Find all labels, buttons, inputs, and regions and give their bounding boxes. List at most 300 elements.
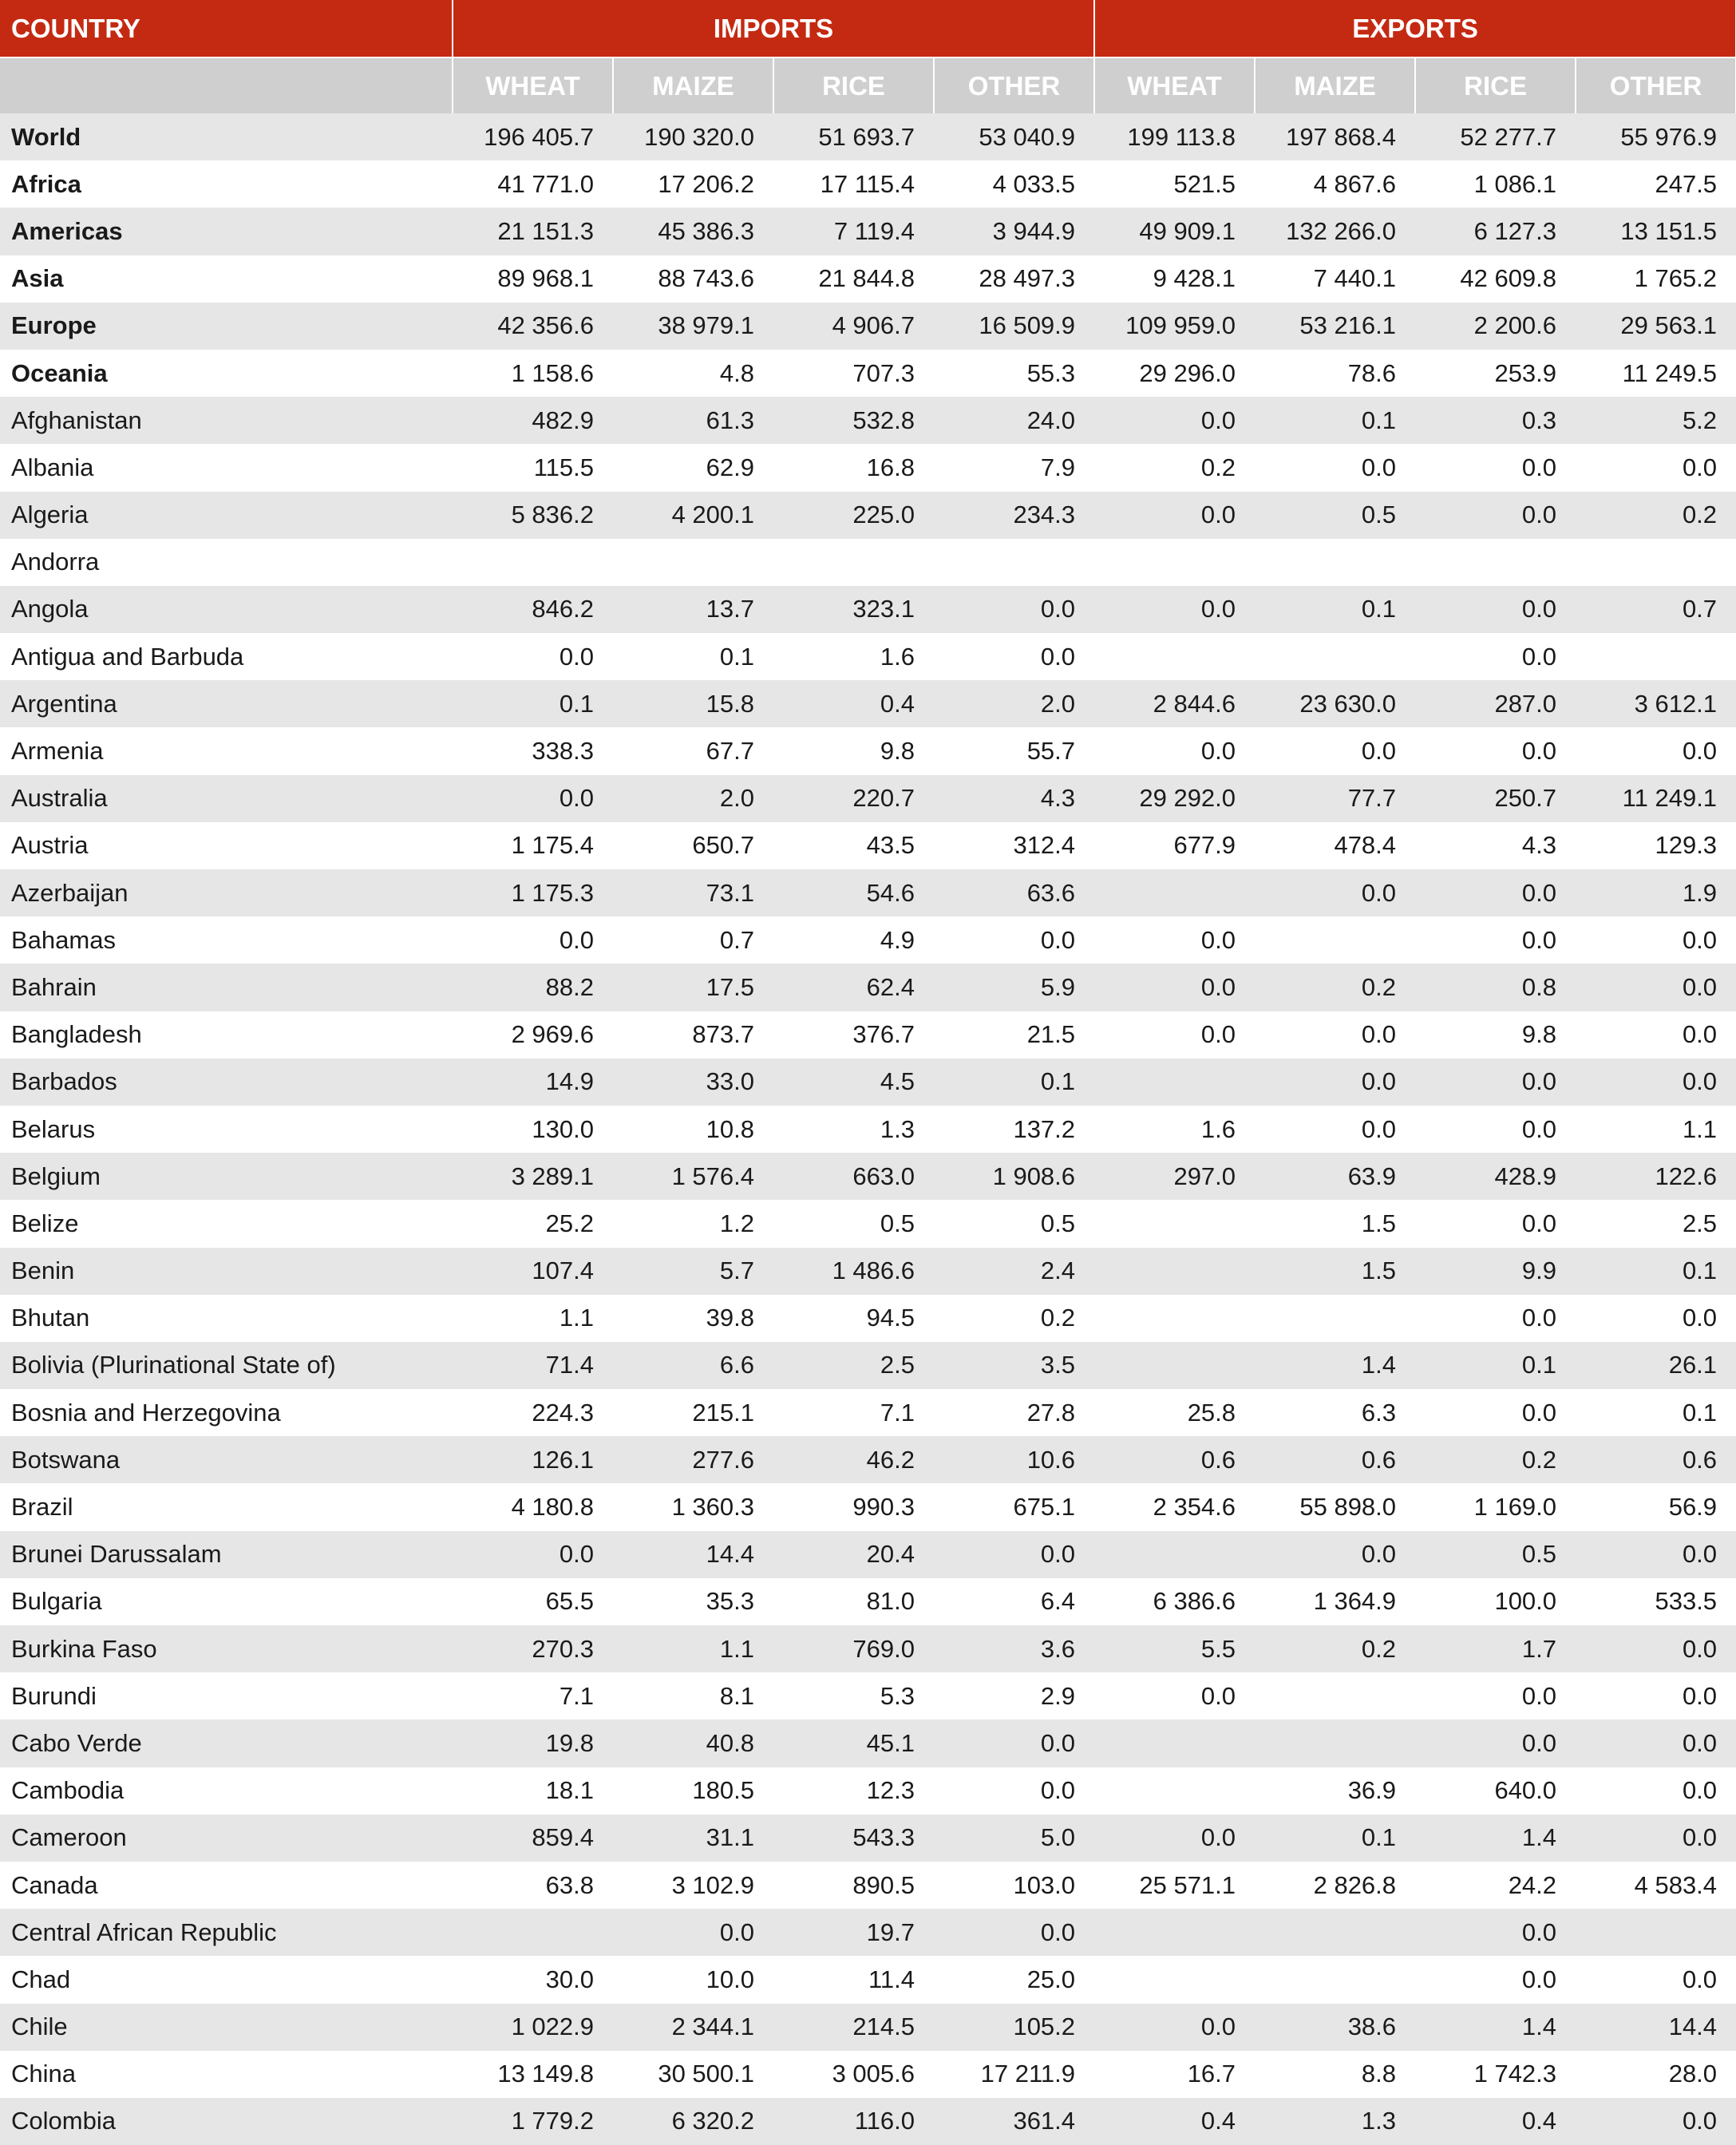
exports-maize-cell: 0.6 — [1255, 1436, 1415, 1483]
imports-other-cell: 28 497.3 — [934, 255, 1094, 303]
exports-other-cell: 247.5 — [1576, 160, 1736, 208]
imports-other-cell: 5.9 — [934, 964, 1094, 1011]
imports-group-header: IMPORTS — [453, 0, 1094, 57]
table-row — [0, 1153, 1736, 1200]
imports-rice-cell: 7.1 — [773, 1389, 934, 1436]
country-name-cell: Burundi — [0, 1672, 453, 1720]
imports-wheat-cell: 1 158.6 — [453, 350, 613, 397]
exports-maize-cell: 55 898.0 — [1255, 1483, 1415, 1530]
table-row — [0, 775, 1736, 822]
country-column-header: COUNTRY — [0, 0, 453, 57]
exports-wheat-cell: 0.0 — [1094, 397, 1255, 444]
exports-wheat-cell — [1094, 1248, 1255, 1295]
imports-rice-cell: 45.1 — [773, 1720, 934, 1767]
imports-wheat-cell: 126.1 — [453, 1436, 613, 1483]
imports-other-cell: 4.3 — [934, 775, 1094, 822]
country-name-cell: Bangladesh — [0, 1011, 453, 1059]
imports-maize-cell: 6.6 — [613, 1342, 773, 1389]
exports-other-cell: 0.1 — [1576, 1389, 1736, 1436]
imports-wheat-cell: 4 180.8 — [453, 1483, 613, 1530]
country-name-cell: Belgium — [0, 1153, 453, 1200]
exports-maize-cell: 1 364.9 — [1255, 1578, 1415, 1625]
exports-wheat-cell — [1094, 539, 1255, 586]
imports-rice-cell: 21 844.8 — [773, 255, 934, 303]
exports-maize-cell — [1255, 539, 1415, 586]
imports-maize-cell: 0.7 — [613, 916, 773, 964]
imports-wheat-header: WHEAT — [453, 57, 613, 113]
country-name-cell: China — [0, 2051, 453, 2098]
imports-rice-cell: 4 906.7 — [773, 303, 934, 350]
table-row — [0, 586, 1736, 633]
imports-other-header: OTHER — [934, 57, 1094, 113]
imports-rice-cell: 769.0 — [773, 1625, 934, 1672]
imports-rice-cell: 54.6 — [773, 869, 934, 916]
exports-wheat-cell: 199 113.8 — [1094, 113, 1255, 160]
imports-rice-cell: 0.5 — [773, 1200, 934, 1247]
exports-maize-cell: 0.0 — [1255, 1011, 1415, 1059]
imports-wheat-cell: 224.3 — [453, 1389, 613, 1436]
exports-maize-cell: 36.9 — [1255, 1767, 1415, 1815]
table-row — [0, 1862, 1736, 1909]
table-row — [0, 1295, 1736, 1342]
table-row — [0, 1909, 1736, 1956]
imports-maize-cell: 4.8 — [613, 350, 773, 397]
country-name-cell: Chad — [0, 1956, 453, 2003]
exports-other-cell: 533.5 — [1576, 1578, 1736, 1625]
imports-maize-cell: 10.8 — [613, 1106, 773, 1153]
exports-wheat-cell — [1094, 1956, 1255, 2003]
imports-other-cell: 17 211.9 — [934, 2051, 1094, 2098]
exports-other-cell: 0.0 — [1576, 1625, 1736, 1672]
imports-maize-cell: 215.1 — [613, 1389, 773, 1436]
exports-other-cell — [1576, 539, 1736, 586]
exports-rice-cell: 0.8 — [1415, 964, 1576, 1011]
exports-rice-cell: 0.0 — [1415, 633, 1576, 680]
country-name-cell: Americas — [0, 208, 453, 255]
imports-maize-cell: 33.0 — [613, 1059, 773, 1106]
imports-rice-cell: 16.8 — [773, 444, 934, 491]
imports-maize-cell: 67.7 — [613, 727, 773, 774]
imports-wheat-cell: 0.0 — [453, 916, 613, 964]
exports-maize-cell: 0.1 — [1255, 586, 1415, 633]
table-row — [0, 1956, 1736, 2003]
imports-rice-cell: 4.5 — [773, 1059, 934, 1106]
exports-wheat-cell: 0.0 — [1094, 492, 1255, 539]
imports-rice-cell: 9.8 — [773, 727, 934, 774]
country-name-cell: Bolivia (Plurinational State of) — [0, 1342, 453, 1389]
imports-maize-cell: 1 360.3 — [613, 1483, 773, 1530]
country-name-cell: Africa — [0, 160, 453, 208]
imports-wheat-cell: 18.1 — [453, 1767, 613, 1815]
imports-wheat-cell: 196 405.7 — [453, 113, 613, 160]
table-header — [0, 0, 1736, 113]
imports-wheat-cell: 13 149.8 — [453, 2051, 613, 2098]
exports-rice-cell: 250.7 — [1415, 775, 1576, 822]
exports-maize-cell: 78.6 — [1255, 350, 1415, 397]
exports-wheat-cell: 0.0 — [1094, 1011, 1255, 1059]
exports-wheat-cell — [1094, 1342, 1255, 1389]
exports-maize-cell: 53 216.1 — [1255, 303, 1415, 350]
exports-other-cell: 129.3 — [1576, 822, 1736, 869]
exports-wheat-cell: 6 386.6 — [1094, 1578, 1255, 1625]
exports-wheat-cell: 29 296.0 — [1094, 350, 1255, 397]
imports-other-cell: 137.2 — [934, 1106, 1094, 1153]
exports-wheat-cell: 0.0 — [1094, 1672, 1255, 1720]
imports-maize-cell: 873.7 — [613, 1011, 773, 1059]
imports-maize-cell: 277.6 — [613, 1436, 773, 1483]
table-row — [0, 964, 1736, 1011]
imports-maize-cell: 62.9 — [613, 444, 773, 491]
imports-rice-cell: 1 486.6 — [773, 1248, 934, 1295]
imports-other-cell: 234.3 — [934, 492, 1094, 539]
imports-wheat-cell — [453, 1909, 613, 1956]
exports-other-cell: 11 249.1 — [1576, 775, 1736, 822]
exports-maize-cell: 0.1 — [1255, 397, 1415, 444]
table-row — [0, 1767, 1736, 1815]
imports-other-cell: 2.0 — [934, 680, 1094, 727]
exports-wheat-cell: 521.5 — [1094, 160, 1255, 208]
imports-wheat-cell: 21 151.3 — [453, 208, 613, 255]
exports-other-cell: 0.0 — [1576, 444, 1736, 491]
imports-other-cell: 25.0 — [934, 1956, 1094, 2003]
table-row — [0, 1531, 1736, 1578]
imports-wheat-cell: 130.0 — [453, 1106, 613, 1153]
table-row — [0, 350, 1736, 397]
table-row — [0, 1436, 1736, 1483]
exports-maize-header: MAIZE — [1255, 57, 1415, 113]
exports-rice-cell: 0.0 — [1415, 727, 1576, 774]
imports-other-cell: 675.1 — [934, 1483, 1094, 1530]
table-body — [0, 113, 1736, 2145]
table-row — [0, 916, 1736, 964]
exports-other-cell: 0.0 — [1576, 964, 1736, 1011]
exports-maize-cell: 0.0 — [1255, 1059, 1415, 1106]
exports-wheat-cell: 297.0 — [1094, 1153, 1255, 1200]
exports-rice-cell: 253.9 — [1415, 350, 1576, 397]
imports-wheat-cell: 42 356.6 — [453, 303, 613, 350]
imports-maize-cell: 35.3 — [613, 1578, 773, 1625]
imports-other-cell: 105.2 — [934, 2004, 1094, 2051]
country-name-cell: Central African Republic — [0, 1909, 453, 1956]
header-row-groups — [0, 0, 1736, 57]
exports-group-header: EXPORTS — [1094, 0, 1736, 57]
exports-rice-cell: 0.0 — [1415, 1672, 1576, 1720]
exports-wheat-cell — [1094, 1720, 1255, 1767]
imports-maize-cell: 45 386.3 — [613, 208, 773, 255]
exports-other-cell: 0.7 — [1576, 586, 1736, 633]
imports-rice-cell: 1.6 — [773, 633, 934, 680]
imports-wheat-cell: 89 968.1 — [453, 255, 613, 303]
table-row — [0, 539, 1736, 586]
exports-wheat-cell: 25 571.1 — [1094, 1862, 1255, 1909]
table-row — [0, 1106, 1736, 1153]
imports-other-cell: 0.0 — [934, 633, 1094, 680]
exports-maize-cell: 0.5 — [1255, 492, 1415, 539]
exports-rice-cell: 6 127.3 — [1415, 208, 1576, 255]
country-name-cell: Antigua and Barbuda — [0, 633, 453, 680]
imports-rice-cell: 17 115.4 — [773, 160, 934, 208]
country-name-cell: Angola — [0, 586, 453, 633]
imports-wheat-cell: 0.0 — [453, 633, 613, 680]
exports-other-cell: 2.5 — [1576, 1200, 1736, 1247]
imports-other-cell: 0.1 — [934, 1059, 1094, 1106]
imports-other-cell: 0.0 — [934, 1909, 1094, 1956]
imports-rice-cell: 94.5 — [773, 1295, 934, 1342]
exports-maize-cell — [1255, 1720, 1415, 1767]
imports-other-cell: 0.0 — [934, 916, 1094, 964]
imports-wheat-cell: 1 175.3 — [453, 869, 613, 916]
table-row — [0, 303, 1736, 350]
imports-maize-header: MAIZE — [613, 57, 773, 113]
imports-other-cell: 5.0 — [934, 1815, 1094, 1862]
country-name-cell: Botswana — [0, 1436, 453, 1483]
imports-other-cell: 312.4 — [934, 822, 1094, 869]
exports-wheat-cell: 0.0 — [1094, 916, 1255, 964]
country-subheader-blank — [0, 57, 453, 113]
country-name-cell: Bahamas — [0, 916, 453, 964]
imports-wheat-cell: 338.3 — [453, 727, 613, 774]
imports-other-cell: 103.0 — [934, 1862, 1094, 1909]
exports-maize-cell — [1255, 633, 1415, 680]
imports-other-cell: 55.3 — [934, 350, 1094, 397]
table-row — [0, 1011, 1736, 1059]
imports-wheat-cell: 2 969.6 — [453, 1011, 613, 1059]
table-row — [0, 1342, 1736, 1389]
exports-other-cell — [1576, 633, 1736, 680]
imports-maize-cell: 10.0 — [613, 1956, 773, 2003]
imports-maize-cell: 1.2 — [613, 1200, 773, 1247]
exports-wheat-cell: 0.6 — [1094, 1436, 1255, 1483]
exports-other-cell: 0.0 — [1576, 1059, 1736, 1106]
exports-rice-cell: 0.0 — [1415, 1389, 1576, 1436]
exports-rice-cell: 0.0 — [1415, 1909, 1576, 1956]
imports-maize-cell: 5.7 — [613, 1248, 773, 1295]
exports-other-cell: 3 612.1 — [1576, 680, 1736, 727]
imports-wheat-cell: 65.5 — [453, 1578, 613, 1625]
imports-rice-cell: 663.0 — [773, 1153, 934, 1200]
imports-maize-cell — [613, 539, 773, 586]
imports-rice-cell: 4.9 — [773, 916, 934, 964]
exports-rice-cell: 24.2 — [1415, 1862, 1576, 1909]
table-row — [0, 2098, 1736, 2145]
imports-wheat-cell: 846.2 — [453, 586, 613, 633]
exports-rice-cell: 1 086.1 — [1415, 160, 1576, 208]
imports-other-cell: 16 509.9 — [934, 303, 1094, 350]
imports-rice-cell: 543.3 — [773, 1815, 934, 1862]
table-row — [0, 208, 1736, 255]
table-row — [0, 727, 1736, 774]
imports-wheat-cell: 1 022.9 — [453, 2004, 613, 2051]
table-row — [0, 869, 1736, 916]
imports-maize-cell: 73.1 — [613, 869, 773, 916]
country-name-cell: Colombia — [0, 2098, 453, 2145]
table-row — [0, 1815, 1736, 1862]
country-name-cell: Azerbaijan — [0, 869, 453, 916]
imports-maize-cell: 88 743.6 — [613, 255, 773, 303]
imports-other-cell: 4 033.5 — [934, 160, 1094, 208]
imports-maize-cell: 61.3 — [613, 397, 773, 444]
exports-maize-cell: 1.3 — [1255, 2098, 1415, 2145]
imports-wheat-cell: 25.2 — [453, 1200, 613, 1247]
exports-rice-cell: 9.9 — [1415, 1248, 1576, 1295]
exports-other-cell: 28.0 — [1576, 2051, 1736, 2098]
imports-other-cell: 6.4 — [934, 1578, 1094, 1625]
country-name-cell: Bosnia and Herzegovina — [0, 1389, 453, 1436]
exports-maize-cell: 0.2 — [1255, 964, 1415, 1011]
imports-other-cell: 3.5 — [934, 1342, 1094, 1389]
exports-maize-cell: 0.0 — [1255, 869, 1415, 916]
table-row — [0, 113, 1736, 160]
imports-maize-cell: 650.7 — [613, 822, 773, 869]
country-name-cell: Canada — [0, 1862, 453, 1909]
exports-rice-cell: 1.4 — [1415, 2004, 1576, 2051]
exports-wheat-cell: 16.7 — [1094, 2051, 1255, 2098]
imports-other-cell: 10.6 — [934, 1436, 1094, 1483]
exports-wheat-cell: 0.0 — [1094, 2004, 1255, 2051]
exports-wheat-cell — [1094, 1200, 1255, 1247]
exports-maize-cell: 0.0 — [1255, 444, 1415, 491]
imports-rice-cell: 1.3 — [773, 1106, 934, 1153]
imports-maize-cell: 0.0 — [613, 1909, 773, 1956]
exports-rice-header: RICE — [1415, 57, 1576, 113]
country-name-cell: Andorra — [0, 539, 453, 586]
exports-wheat-cell — [1094, 1531, 1255, 1578]
country-name-cell: Bahrain — [0, 964, 453, 1011]
imports-other-cell: 2.4 — [934, 1248, 1094, 1295]
exports-wheat-cell — [1094, 633, 1255, 680]
exports-maize-cell — [1255, 1672, 1415, 1720]
imports-maize-cell: 8.1 — [613, 1672, 773, 1720]
imports-maize-cell: 180.5 — [613, 1767, 773, 1815]
exports-wheat-cell — [1094, 1295, 1255, 1342]
exports-other-cell: 29 563.1 — [1576, 303, 1736, 350]
imports-maize-cell: 1 576.4 — [613, 1153, 773, 1200]
table-row — [0, 2051, 1736, 2098]
imports-other-cell: 0.0 — [934, 586, 1094, 633]
exports-other-cell: 0.0 — [1576, 2098, 1736, 2145]
imports-other-cell: 27.8 — [934, 1389, 1094, 1436]
imports-wheat-cell: 107.4 — [453, 1248, 613, 1295]
imports-rice-cell: 707.3 — [773, 350, 934, 397]
country-name-cell: World — [0, 113, 453, 160]
exports-maize-cell: 1.5 — [1255, 1248, 1415, 1295]
country-name-cell: Cabo Verde — [0, 1720, 453, 1767]
exports-other-cell: 1 765.2 — [1576, 255, 1736, 303]
imports-rice-cell: 5.3 — [773, 1672, 934, 1720]
exports-rice-cell: 0.1 — [1415, 1342, 1576, 1389]
exports-other-header: OTHER — [1576, 57, 1736, 113]
table-row — [0, 1389, 1736, 1436]
exports-other-cell: 0.0 — [1576, 1011, 1736, 1059]
imports-wheat-cell: 5 836.2 — [453, 492, 613, 539]
imports-other-cell: 55.7 — [934, 727, 1094, 774]
exports-maize-cell — [1255, 1909, 1415, 1956]
exports-wheat-cell — [1094, 1767, 1255, 1815]
country-name-cell: Brazil — [0, 1483, 453, 1530]
exports-wheat-cell: 109 959.0 — [1094, 303, 1255, 350]
imports-other-cell: 53 040.9 — [934, 113, 1094, 160]
imports-wheat-cell: 30.0 — [453, 1956, 613, 2003]
exports-other-cell: 0.0 — [1576, 1672, 1736, 1720]
imports-other-cell: 63.6 — [934, 869, 1094, 916]
exports-maize-cell: 0.2 — [1255, 1625, 1415, 1672]
exports-rice-cell: 287.0 — [1415, 680, 1576, 727]
table-row — [0, 160, 1736, 208]
table-row — [0, 444, 1736, 491]
imports-wheat-cell: 0.0 — [453, 775, 613, 822]
exports-other-cell: 1.1 — [1576, 1106, 1736, 1153]
imports-wheat-cell: 859.4 — [453, 1815, 613, 1862]
exports-rice-cell: 640.0 — [1415, 1767, 1576, 1815]
exports-maize-cell: 0.0 — [1255, 1106, 1415, 1153]
exports-rice-cell: 100.0 — [1415, 1578, 1576, 1625]
exports-maize-cell: 4 867.6 — [1255, 160, 1415, 208]
table-row — [0, 2004, 1736, 2051]
country-name-cell: Armenia — [0, 727, 453, 774]
imports-other-cell: 3 944.9 — [934, 208, 1094, 255]
exports-maize-cell: 2 826.8 — [1255, 1862, 1415, 1909]
exports-other-cell: 0.0 — [1576, 916, 1736, 964]
imports-wheat-cell: 482.9 — [453, 397, 613, 444]
exports-wheat-cell: 0.0 — [1094, 727, 1255, 774]
exports-other-cell: 0.1 — [1576, 1248, 1736, 1295]
exports-maize-cell: 0.1 — [1255, 1815, 1415, 1862]
imports-wheat-cell: 19.8 — [453, 1720, 613, 1767]
exports-other-cell: 13 151.5 — [1576, 208, 1736, 255]
exports-wheat-cell: 25.8 — [1094, 1389, 1255, 1436]
imports-wheat-cell: 14.9 — [453, 1059, 613, 1106]
exports-other-cell: 0.6 — [1576, 1436, 1736, 1483]
imports-wheat-cell: 0.0 — [453, 1531, 613, 1578]
imports-other-cell: 24.0 — [934, 397, 1094, 444]
exports-maize-cell: 1.5 — [1255, 1200, 1415, 1247]
imports-other-cell: 361.4 — [934, 2098, 1094, 2145]
exports-maize-cell: 7 440.1 — [1255, 255, 1415, 303]
exports-other-cell: 11 249.5 — [1576, 350, 1736, 397]
table-row — [0, 397, 1736, 444]
exports-rice-cell: 0.0 — [1415, 586, 1576, 633]
exports-other-cell: 14.4 — [1576, 2004, 1736, 2051]
imports-rice-cell: 990.3 — [773, 1483, 934, 1530]
imports-rice-cell: 2.5 — [773, 1342, 934, 1389]
imports-wheat-cell: 7.1 — [453, 1672, 613, 1720]
country-name-cell: Benin — [0, 1248, 453, 1295]
exports-other-cell: 0.0 — [1576, 1767, 1736, 1815]
imports-rice-cell: 323.1 — [773, 586, 934, 633]
exports-other-cell: 4 583.4 — [1576, 1862, 1736, 1909]
imports-other-cell: 2.9 — [934, 1672, 1094, 1720]
imports-rice-cell: 890.5 — [773, 1862, 934, 1909]
imports-other-cell: 0.2 — [934, 1295, 1094, 1342]
imports-rice-cell: 62.4 — [773, 964, 934, 1011]
imports-rice-cell: 81.0 — [773, 1578, 934, 1625]
imports-wheat-cell: 88.2 — [453, 964, 613, 1011]
country-name-cell: Cambodia — [0, 1767, 453, 1815]
exports-rice-cell: 0.0 — [1415, 1720, 1576, 1767]
exports-other-cell: 122.6 — [1576, 1153, 1736, 1200]
exports-other-cell: 26.1 — [1576, 1342, 1736, 1389]
exports-rice-cell: 0.0 — [1415, 444, 1576, 491]
imports-rice-header: RICE — [773, 57, 934, 113]
exports-wheat-cell — [1094, 1909, 1255, 1956]
exports-other-cell: 56.9 — [1576, 1483, 1736, 1530]
exports-rice-cell: 1 169.0 — [1415, 1483, 1576, 1530]
table-row — [0, 1483, 1736, 1530]
exports-rice-cell: 0.0 — [1415, 1956, 1576, 2003]
exports-rice-cell: 0.5 — [1415, 1531, 1576, 1578]
exports-rice-cell: 9.8 — [1415, 1011, 1576, 1059]
imports-wheat-cell: 63.8 — [453, 1862, 613, 1909]
